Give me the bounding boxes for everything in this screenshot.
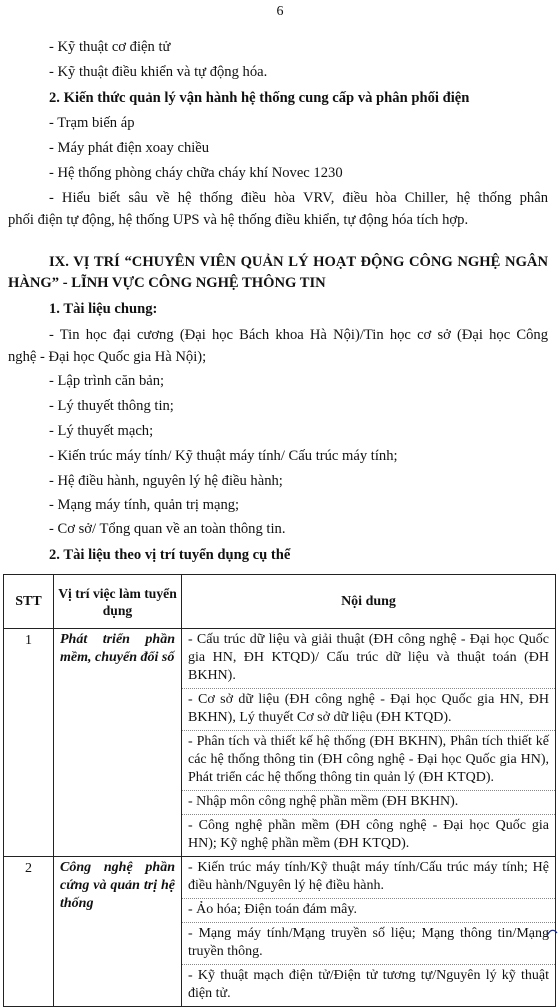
paragraph-line: phối điện tự động, hệ thống UPS và hệ thống điều khiển, tự động hóa tích hợp. (8, 212, 469, 228)
section-heading: 2. Kiến thức quản lý vận hành hệ thống cung cấp và phân phối điện (49, 90, 470, 106)
content-item: - Kiến trúc máy tính/Kỹ thuật máy tính/Cấu trúc máy tính; Hệ điều hành/Nguyên lý hệ điều hành. (188, 860, 549, 893)
row-position: Phát triển phần mềm, chuyển đổi số (54, 629, 182, 857)
content-item: - Kỹ thuật mạch điện tử/Điện tử tương tự/Nguyên lý kỹ thuật điện tử. (182, 964, 555, 1006)
paragraph-line: nghệ - Đại học Quốc gia Hà Nội); (8, 349, 207, 365)
table-row (4, 857, 556, 1007)
margin-mark-icon (546, 926, 558, 941)
paragraph-line: - Tin học đại cương (Đại học Bách khoa Hà Nội)/Tin học cơ sở (Đại học Công (49, 327, 548, 343)
paragraph-line: - Hiểu biết sâu về hệ thống điều hòa VRV, điều hòa Chiller, hệ thống phân (49, 190, 548, 206)
positions-table (3, 574, 556, 1007)
list-item: - Mạng máy tính, quản trị mạng; (49, 497, 240, 513)
list-item: - Lý thuyết mạch; (49, 423, 154, 439)
subsection-heading: 1. Tài liệu chung: (49, 301, 158, 317)
content-item: - Ảo hóa; Điện toán đám mây. (182, 898, 555, 922)
list-item: - Kiến trúc máy tính/ Kỹ thuật máy tính/ Cấu trúc máy tính; (49, 448, 398, 464)
header-content: Nội dung (182, 575, 556, 629)
content-item: - Cấu trúc dữ liệu và giải thuật (ĐH công nghệ - Đại học Quốc gia HN, ĐH KTQD)/ Cấu trúc dữ liệu và thuật toán (ĐH BKHN). (188, 632, 549, 683)
list-item: - Hệ thống phòng cháy chữa cháy khí Novec 1230 (49, 165, 343, 181)
list-item: - Lý thuyết thông tin; (49, 398, 174, 414)
list-item: - Kỹ thuật cơ điện tử (49, 39, 171, 55)
content-item: - Nhập môn công nghệ phần mềm (ĐH BKHN). (182, 790, 555, 814)
table-header-row (4, 575, 556, 629)
row-position: Công nghệ phần cứng và quản trị hệ thống (54, 857, 182, 1007)
content-item: - Cơ sở dữ liệu (ĐH công nghệ - Đại học Quốc gia HN, ĐH BKHN), Lý thuyết Cơ sở dữ liệu (ĐH KTQD). (182, 688, 555, 730)
list-item: - Lập trình căn bản; (49, 373, 165, 389)
list-item: - Cơ sở/ Tổng quan về an toàn thông tin. (49, 521, 286, 537)
page-number: 6 (276, 4, 284, 19)
section-title: HÀNG” - LĨNH VỰC CÔNG NGHỆ THÔNG TIN (8, 275, 326, 291)
list-item: - Máy phát điện xoay chiều (49, 140, 210, 156)
list-item: - Kỹ thuật điều khiển và tự động hóa. (49, 64, 268, 80)
row-content (182, 629, 556, 857)
row-stt: 2 (4, 857, 54, 1007)
list-item: - Hệ điều hành, nguyên lý hệ điều hành; (49, 473, 283, 489)
header-position: Vị trí việc làm tuyển dụng (54, 575, 182, 629)
content-item: - Công nghệ phần mềm (ĐH công nghệ - Đại học Quốc gia HN); Kỹ nghệ phần mềm (ĐH KTQD). (182, 814, 555, 856)
section-title: IX. VỊ TRÍ “CHUYÊN VIÊN QUẢN LÝ HOẠT ĐỘNG CÔNG NGHỆ NGÂN (49, 254, 548, 270)
content-item: - Phân tích và thiết kế hệ thống (ĐH BKHN), Phân tích thiết kế các hệ thống thông tin (ĐH công nghệ - Đại học Quốc gia HN), Phát triển các hệ thống thông tin quản lý (ĐH KTQD). (182, 730, 555, 790)
table-row (4, 629, 556, 857)
header-stt: STT (4, 575, 54, 629)
content-item: - Mạng máy tính/Mạng truyền số liệu; Mạng thông tin/Mạng truyền thông. (182, 922, 555, 964)
list-item: - Trạm biến áp (49, 115, 135, 131)
subsection-heading: 2. Tài liệu theo vị trí tuyển dụng cụ thể (49, 547, 291, 563)
row-content (182, 857, 556, 1007)
row-stt: 1 (4, 629, 54, 857)
